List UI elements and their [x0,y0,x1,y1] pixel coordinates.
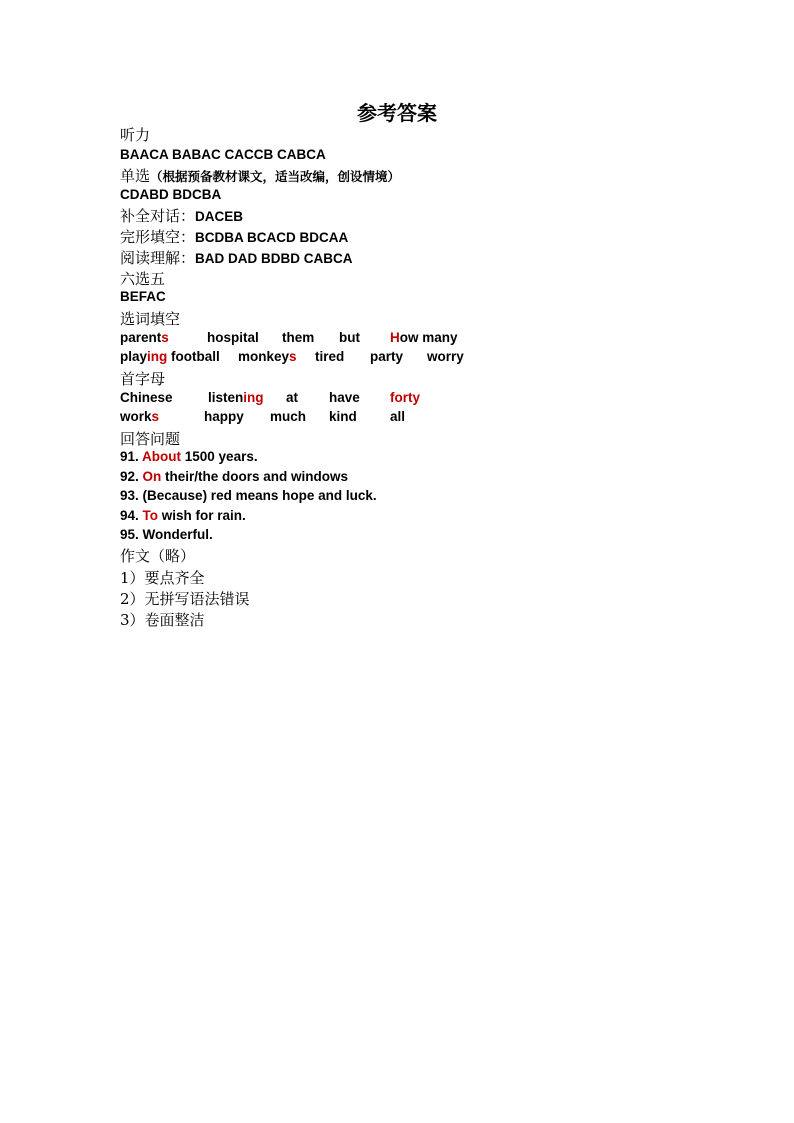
cloze-line [120,226,348,247]
cloze-label: 完形填空： [120,228,196,246]
answer-item: 93. (Because) red means hope and luck. [120,488,377,503]
initials-word: forty [390,390,420,405]
answer-questions-heading: 回答问题 [120,430,181,448]
word-choice-word: tired [315,349,345,364]
initials-word: happy [204,409,244,424]
page-title: 参考答案 [357,101,437,125]
dialogue-line [120,205,243,226]
composition-heading: 作文（略） [120,547,196,565]
answer-item: 94. To wish for rain. [120,508,246,523]
single-choice-answers: CDABD BDCBA [120,187,222,202]
six-five-answers: BEFAC [120,289,166,304]
cloze-answers: BCDBA BCACD BDCAA [195,230,349,245]
word-choice-heading: 选词填空 [120,310,181,328]
initials-word: at [286,390,299,405]
word-choice-word: playing football [120,349,220,364]
reading-answers: BAD DAD BDBD CABCA [195,251,353,266]
word-choice-word: worry [427,349,464,364]
word-choice-word: hospital [207,330,259,345]
composition-point: 1）要点齐全 [120,569,205,587]
composition-point: 3）卷面整洁 [120,611,205,629]
initials-word: listening [208,390,264,405]
dialogue-answers: DACEB [195,209,244,224]
reading-label: 阅读理解： [120,249,196,267]
reading-line [120,247,353,268]
initials-word: have [329,390,360,405]
initials-word: much [270,409,307,424]
word-choice-word: party [370,349,404,364]
initials-word: all [390,409,406,424]
initials-word: Chinese [120,390,173,405]
dialogue-label: 补全对话： [120,207,196,225]
answer-item: 92. On their/the doors and windows [120,469,349,484]
word-choice-word: parents [120,330,169,345]
initials-word: works [120,409,160,424]
composition-point: 2）无拼写语法错误 [120,590,250,608]
initials-heading: 首字母 [120,370,166,388]
listening-heading: 听力 [120,126,151,144]
answer-item: 95. Wonderful. [120,527,213,542]
word-choice-word: monkeys [238,349,297,364]
word-choice-word: but [339,330,360,345]
single-choice-line [120,165,400,186]
answer-item: 91. About 1500 years. [120,449,258,464]
six-five-heading: 六选五 [120,270,166,288]
word-choice-word: them [282,330,315,345]
initials-word: kind [329,409,357,424]
single-choice-note: （根据预备教材课文，适当改编，创设情境） [150,169,401,184]
single-choice-heading: 单选 [120,167,151,185]
listening-answers: BAACA BABAC CACCB CABCA [120,147,326,162]
word-choice-word: How many [390,330,458,345]
